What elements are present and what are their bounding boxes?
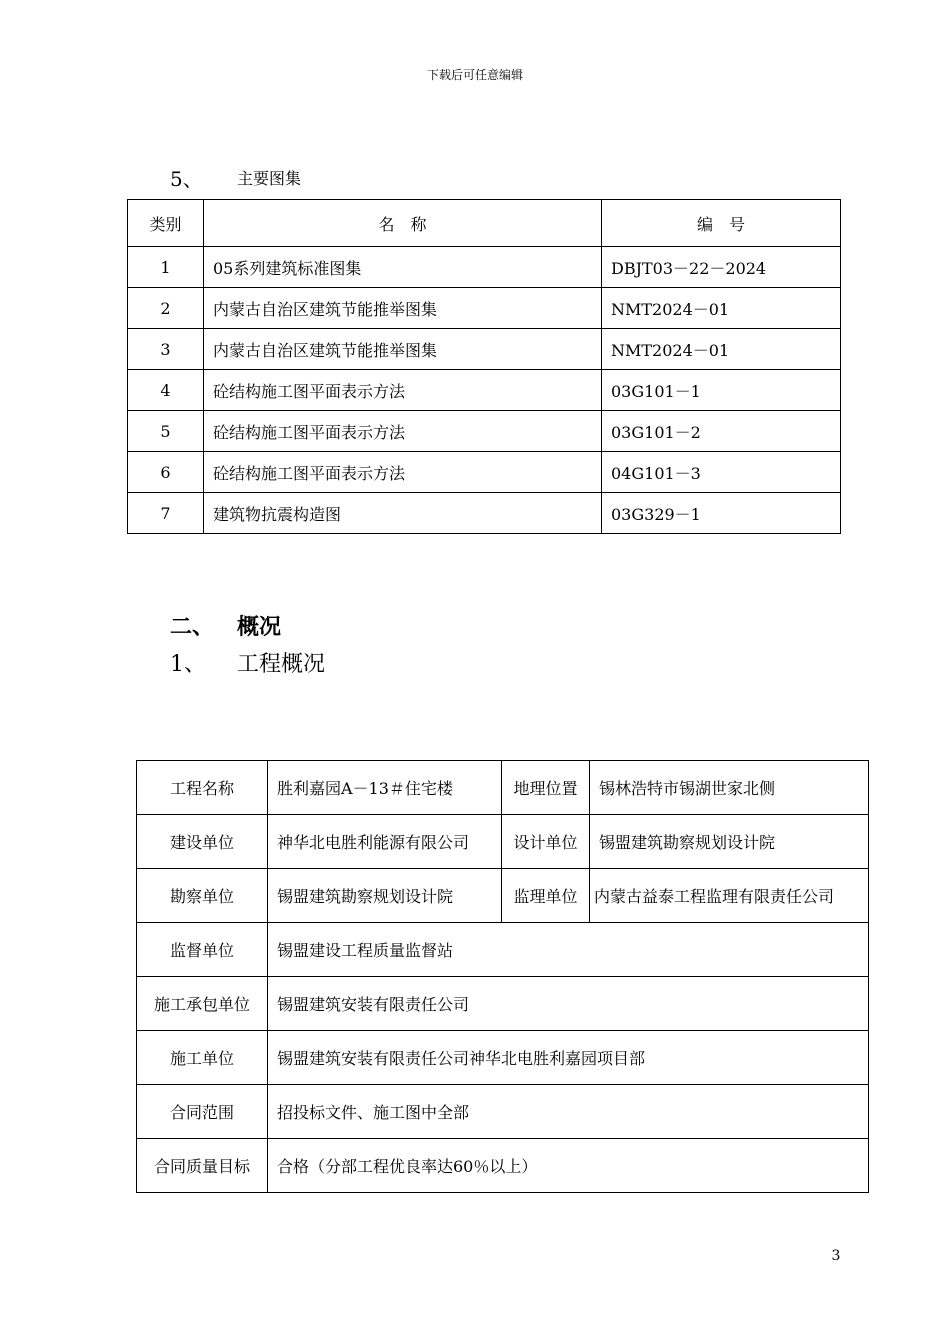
value-location: 锡林浩特市锡湖世家北侧 [590, 761, 869, 815]
atlas-table [127, 199, 841, 534]
label-designer: 设计单位 [502, 815, 590, 869]
table-row [137, 815, 869, 869]
row-code: 03G101－2 [602, 411, 841, 452]
value-surveyor: 锡盟建筑勘察规划设计院 [268, 869, 502, 923]
table-row [128, 370, 841, 411]
value-owner: 神华北电胜利能源有限公司 [268, 815, 502, 869]
row-category: 2 [128, 288, 204, 329]
table-row [137, 1139, 869, 1193]
value-quality-monitor: 锡盟建设工程质量监督站 [268, 923, 869, 977]
row-category: 7 [128, 493, 204, 534]
row-code: DBJT03－22－2024 [602, 247, 841, 288]
row-code: 03G329－1 [602, 493, 841, 534]
label-construction-unit: 施工单位 [137, 1031, 268, 1085]
table-row [137, 1085, 869, 1139]
row-category: 5 [128, 411, 204, 452]
section-two-title: 概况 [237, 614, 282, 640]
row-name: 砼结构施工图平面表示方法 [204, 452, 602, 493]
row-name: 砼结构施工图平面表示方法 [204, 411, 602, 452]
table-row [137, 923, 869, 977]
row-category: 1 [128, 247, 204, 288]
table-row [137, 1031, 869, 1085]
table-row [128, 411, 841, 452]
row-code: 03G101－1 [602, 370, 841, 411]
label-owner: 建设单位 [137, 815, 268, 869]
section-two-number: 二、 [170, 614, 215, 640]
row-name: 05系列建筑标准图集 [204, 247, 602, 288]
label-location: 地理位置 [502, 761, 590, 815]
download-note: 下载后可任意编辑 [426, 68, 523, 82]
row-name: 内蒙古自治区建筑节能推举图集 [204, 288, 602, 329]
header-category: 类别 [128, 200, 204, 247]
value-construction-unit: 锡盟建筑安装有限责任公司神华北电胜利嘉园项目部 [268, 1031, 869, 1085]
table-row [128, 247, 841, 288]
table-row [128, 329, 841, 370]
section-5-number: 5、 [170, 167, 203, 191]
table-row [128, 288, 841, 329]
row-code: NMT2024－01 [602, 288, 841, 329]
row-name: 砼结构施工图平面表示方法 [204, 370, 602, 411]
label-quality-target: 合同质量目标 [137, 1139, 268, 1193]
row-category: 6 [128, 452, 204, 493]
row-code: NMT2024－01 [602, 329, 841, 370]
value-supervisor: 内蒙古益泰工程监理有限责任公司 [590, 869, 869, 923]
row-category: 4 [128, 370, 204, 411]
page-number: 3 [831, 1248, 841, 1264]
value-general-contractor: 锡盟建筑安装有限责任公司 [268, 977, 869, 1031]
row-code: 04G101－3 [602, 452, 841, 493]
label-contract-scope: 合同范围 [137, 1085, 268, 1139]
header-name: 名 称 [204, 200, 602, 247]
label-surveyor: 勘察单位 [137, 869, 268, 923]
table-row [137, 869, 869, 923]
label-project-name: 工程名称 [137, 761, 268, 815]
table-header-row [128, 200, 841, 247]
value-quality-target: 合格（分部工程优良率达60％以上） [268, 1139, 869, 1193]
table-row [128, 493, 841, 534]
row-name: 建筑物抗震构造图 [204, 493, 602, 534]
table-row [137, 761, 869, 815]
label-supervisor: 监理单位 [502, 869, 590, 923]
value-designer: 锡盟建筑勘察规划设计院 [590, 815, 869, 869]
section-1-number: 1、 [170, 652, 206, 677]
table-row [137, 977, 869, 1031]
section-1-title: 工程概况 [237, 652, 326, 677]
table-row [128, 452, 841, 493]
overview-table [136, 760, 869, 1193]
section-5-title: 主要图集 [237, 169, 302, 188]
value-contract-scope: 招投标文件、施工图中全部 [268, 1085, 869, 1139]
label-general-contractor: 施工承包单位 [137, 977, 268, 1031]
label-quality-monitor: 监督单位 [137, 923, 268, 977]
row-category: 3 [128, 329, 204, 370]
row-name: 内蒙古自治区建筑节能推举图集 [204, 329, 602, 370]
value-project-name: 胜利嘉园A－13＃住宅楼 [268, 761, 502, 815]
header-code: 编 号 [602, 200, 841, 247]
